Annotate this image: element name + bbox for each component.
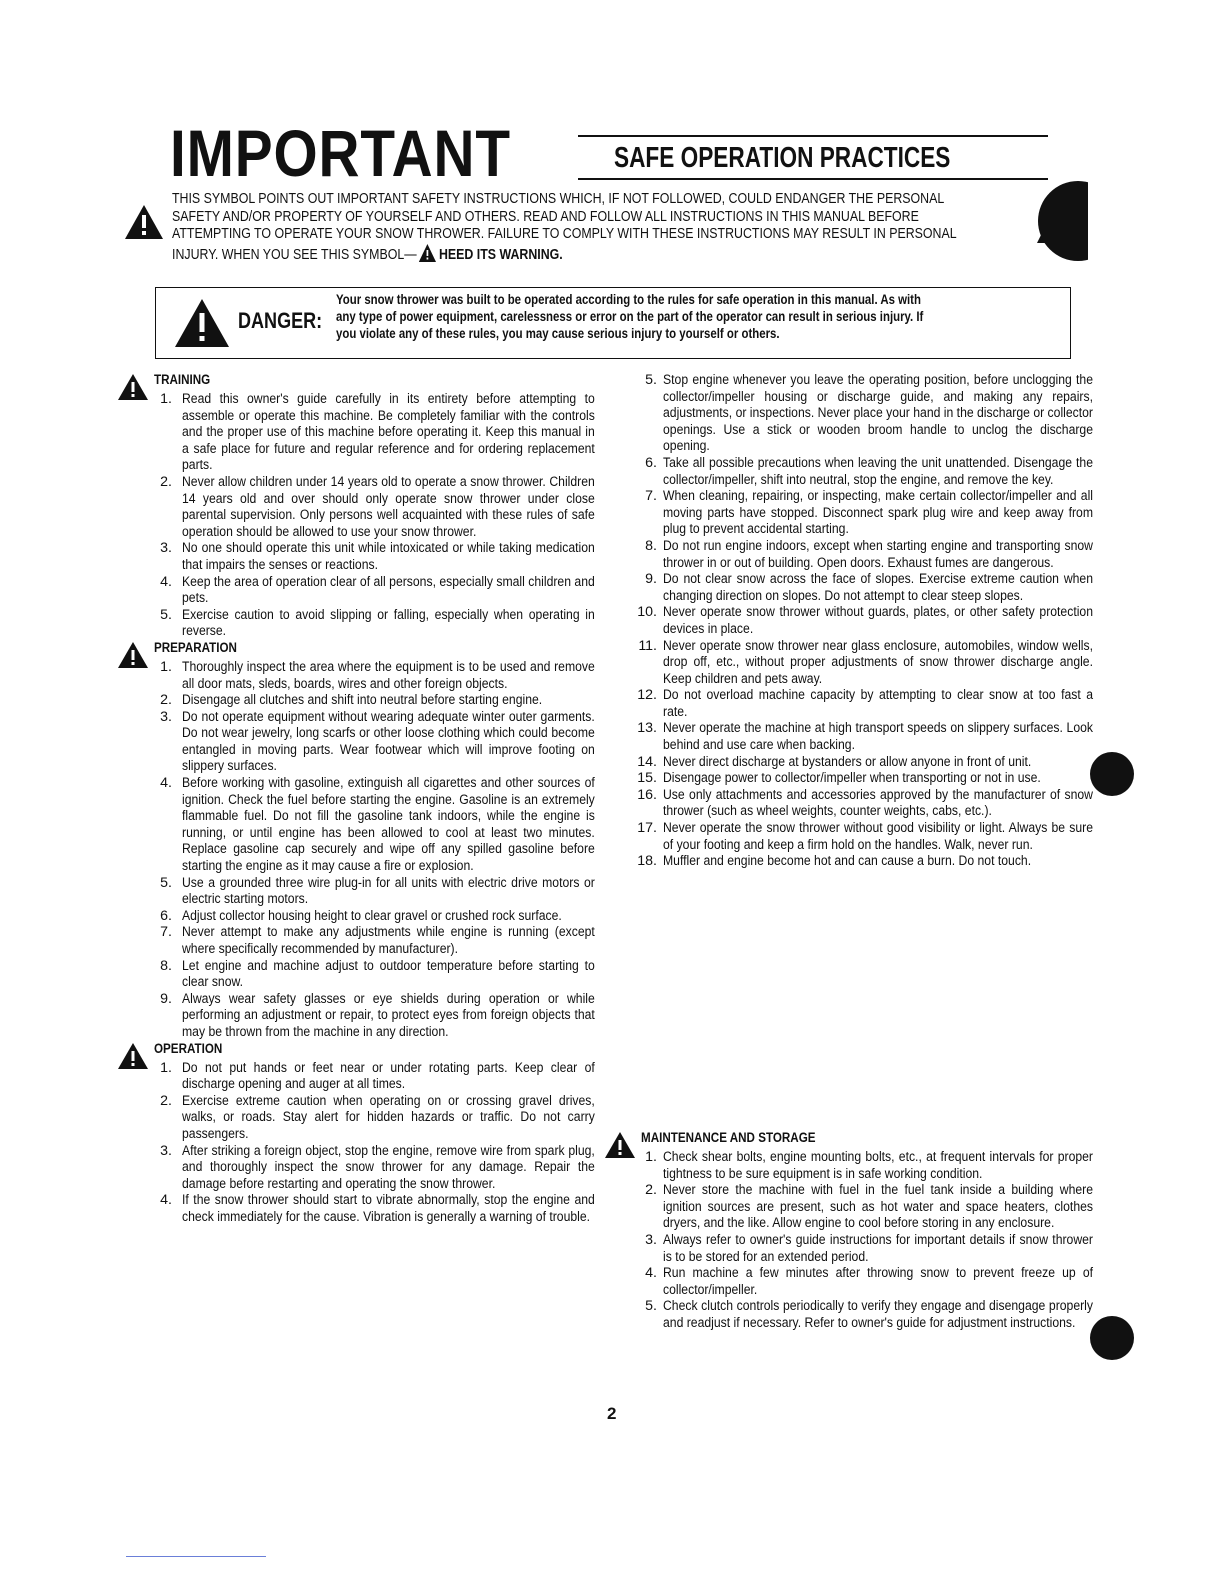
preparation-list [118,658,595,1041]
item-number: 14. [637,753,657,770]
item-text: If the snow thrower should start to vibrate abnormally, stop the engine and check immediately for the cause. Vibration is generally a warning of trouble. [182,1192,595,1225]
operation-list [118,1059,595,1226]
binder-hole-icon [1090,1316,1134,1360]
item-text: Do not put hands or feet near or under rotating parts. Keep clear of discharge opening and auger at all times. [182,1059,595,1093]
item-text: Always refer to owner's guide instructions for important details if snow thrower is to be stored for an extended period. [663,1231,1093,1265]
intro-line: THIS SYMBOL POINTS OUT IMPORTANT SAFETY INSTRUCTIONS WHICH, IF NOT FOLLOWED, COULD ENDANGER THE PERSONAL [172,191,945,207]
section-maintenance [605,1130,1093,1332]
section-header [118,640,588,659]
list-item [605,488,1093,538]
training-list [118,391,595,640]
item-number: 7. [160,924,172,941]
list-item [605,454,1093,488]
item-number: 17. [637,820,657,837]
item-number: 2. [160,1092,172,1109]
item-text: Disengage all clutches and shift into neutral before starting engine. [182,692,543,709]
item-number: 1. [160,1059,172,1076]
list-item [605,372,1093,455]
danger-box [155,287,1071,359]
item-number: 12. [637,687,657,704]
item-text: Use only attachments and accessories approved by the manufacturer of snow thrower (such as wheel weights, counter weights, cabs, etc.). [663,786,1093,820]
item-text: Do not overload machine capacity by attempting to clear snow at too fast a rate. [663,687,1093,720]
item-text: Use a grounded three wire plug-in for all units with electric drive motors or electric starting motors. [182,874,595,908]
item-number: 5. [160,606,172,623]
item-number: 5. [160,874,172,891]
list-item [605,537,1093,571]
item-number: 1. [160,391,172,407]
item-text: Thoroughly inspect the area where the equipment is to be used and remove all door mats, sleds, boards, wires and other foreign objects. [182,658,595,692]
item-number: 2. [160,473,172,490]
item-text: Keep the area of operation clear of all persons, especially small children and pets. [182,573,595,607]
subtitle-rule-bottom [578,178,1048,180]
title-row [170,118,1050,194]
item-number: 10. [637,604,657,621]
list-item [118,692,588,709]
item-number: 1. [160,658,172,675]
list-item [605,720,1093,754]
item-text: When cleaning, repairing, or inspecting, make certain collector/impeller and all moving parts have stopped. Disconnect spark plug wire and keep away from plug to prevent accidental starting. [663,488,1093,538]
item-text: Exercise extreme caution when operating on or crossing gravel drives, walks, or roads. Stay alert for hidden hazards or traffic. Do not carry passengers. [182,1092,595,1142]
list-item [605,1182,1093,1232]
list-item [118,1092,595,1143]
page-number: 2 [607,1404,617,1423]
list-item [605,820,1093,853]
item-text: Disengage power to collector/impeller when transporting or not in use. [663,770,1041,787]
danger-line: Your snow thrower was built to be operated according to the rules for safe operation in this manual. As with [336,292,921,307]
page-title: IMPORTANT [170,116,511,190]
section-header [605,1130,1075,1149]
section-header [118,1041,588,1060]
list-item [118,908,588,925]
right-column [605,372,1093,870]
item-number: 11. [638,637,657,654]
item-number: 4. [160,1192,172,1209]
section-header [118,372,588,391]
intro-last-line [172,244,950,265]
item-number: 4. [645,1265,657,1282]
item-number: 4. [160,573,172,590]
item-text: Never operate snow thrower near glass enclosure, automobiles, window wells, drop off, etc., without proper adjustments of snow thrower discharge angle. Keep children and pets away. [663,637,1093,687]
item-number: 6. [645,454,657,471]
item-text: Let engine and machine adjust to outdoor temperature before starting to clear snow. [182,957,595,991]
warning-triangle-icon [419,244,436,262]
section-title: OPERATION [154,1040,223,1057]
section-title: PREPARATION [154,639,237,656]
item-text: Do not run engine indoors, except when starting engine and transporting snow thrower in or out of building. Open doors. Exhaust fumes are dangerous. [663,537,1093,571]
danger-line: you violate any of these rules, you may cause serious injury to yourself or others. [336,326,780,341]
item-number: 3. [160,708,172,725]
list-item [605,637,1093,688]
item-text: Never store the machine with fuel in the fuel tank inside a building where ignition sources are present, such as hot water and space heaters, clothes dryers, and the like. Allow engine to cool before storing in any enclosure. [663,1182,1093,1232]
list-item [118,775,595,875]
warning-triangle-icon [174,298,230,348]
list-item [118,957,595,991]
list-item [605,1298,1093,1331]
list-item [118,391,595,474]
list-item [118,924,595,957]
item-number: 5. [645,372,657,388]
item-number: 6. [160,907,172,924]
item-text: Check clutch controls periodically to verify they engage and disengage properly and readjust if necessary. Refer to owner's guide for adjustment instructions. [663,1298,1093,1331]
item-text: Read this owner's guide carefully in its entirety before attempting to assemble or operate this machine. Be completely familiar with the controls and the proper use of this machine before operating it. Keep this manual in a safe place for future and regular reference and for ordering replacement parts. [182,391,595,474]
list-item [605,687,1093,720]
item-number: 3. [160,1142,172,1159]
item-number: 8. [645,537,657,554]
section-title: MAINTENANCE AND STORAGE [641,1130,816,1146]
item-number: 1. [645,1149,657,1165]
item-text: Exercise caution to avoid slipping or falling, especially when operating in reverse. [182,606,595,640]
item-number: 8. [160,957,172,974]
item-text: Check shear bolts, engine mounting bolts, etc., at frequent intervals for proper tightness to be sure equipment is in safe working condition. [663,1149,1093,1182]
item-text: Never allow children under 14 years old to operate a snow thrower. Children 14 years old and over should only operate snow thrower under close parental supervision. Only persons well acquainted with these rules of safe operation should be allowed to use your snow thrower. [182,473,595,540]
item-number: 13. [637,720,657,737]
subtitle-rule-top [578,135,1048,137]
section-operation-continued [605,372,1093,870]
danger-text [336,291,1216,342]
item-number: 2. [160,692,172,709]
list-item [118,540,595,573]
list-item [605,1265,1093,1298]
item-number: 3. [160,540,172,557]
list-item [118,1192,595,1225]
item-text: Adjust collector housing height to clear gravel or crushed rock surface. [182,907,562,924]
item-text: Never attempt to make any adjustments while engine is running (except where specifically recommended by manufacturer). [182,924,595,957]
item-text: Muffler and engine become hot and can cause a burn. Do not touch. [663,853,1032,870]
item-text: Never operate the machine at high transport speeds on slippery surfaces. Look behind and use care when backing. [663,720,1093,754]
intro-line: ATTEMPTING TO OPERATE YOUR SNOW THROWER. FAILURE TO COMPLY WITH THESE INSTRUCTIONS MAY RESULT IN PERSONAL [172,226,957,242]
maintenance-list [605,1149,1093,1332]
list-item [605,770,1075,787]
item-text: Never operate snow thrower without guards, plates, or other safety protection devices in place. [663,604,1093,637]
item-text: Stop engine whenever you leave the operating position, before unclogging the collector/impeller housing or discharge guide, and making any repairs, adjustments, or inspections. Never place your hand in the discharge or collector openings. Use a stick or wooden broom handle to unclog the discharge opening. [663,372,1093,455]
section-title: TRAINING [154,372,211,388]
item-text: Never direct discharge at bystanders or allow anyone in front of unit. [663,753,1032,770]
item-text: Take all possible precautions when leaving the unit unattended. Disengage the collector/impeller, shift into neutral, stop the engine, and remove the key. [663,454,1093,488]
section-operation [118,1040,595,1226]
item-number: 18. [637,853,657,870]
list-item [605,571,1093,604]
danger-line: any type of power equipment, carelessness or error on the part of the operator can result in serious injury. If [336,309,924,324]
item-text: After striking a foreign object, stop the engine, remove wire from spark plug, and thoroughly inspect the snow thrower for any damage. Repair the damage before restarting and operating the snow thrower. [182,1142,595,1192]
item-number: 3. [645,1231,657,1248]
item-text: Do not clear snow across the face of slopes. Exercise extreme caution when changing direction on slopes. Do not attempt to clear steep slopes. [663,571,1093,604]
list-item [605,786,1093,820]
list-item [118,1142,595,1193]
list-item [118,874,595,908]
list-item [118,990,595,1041]
item-number: 5. [645,1298,657,1315]
list-item [118,708,595,775]
list-item [118,658,595,692]
list-item [605,1231,1093,1265]
intro-heed-warning: HEED ITS WARNING. [438,246,563,263]
list-item [605,1149,1093,1182]
section-training [118,372,595,640]
item-number: 2. [645,1182,657,1199]
intro-line: SAFETY AND/OR PROPERTY OF YOURSELF AND OTHERS. READ AND FOLLOW ALL INSTRUCTIONS IN THIS MANUAL BEFORE [172,208,919,225]
item-number: 9. [160,990,172,1007]
warning-triangle-icon [124,204,164,240]
operation-continued-list [605,372,1093,870]
item-number: 16. [637,786,657,803]
item-number: 9. [645,571,657,588]
item-number: 7. [645,488,657,505]
list-item [605,754,1075,771]
list-item [118,1059,595,1093]
item-text: Run machine a few minutes after throwing snow to prevent freeze up of collector/impeller. [663,1265,1093,1298]
list-item [118,606,595,640]
list-item [605,604,1093,637]
item-number: 15. [637,770,657,787]
left-column [118,372,595,1226]
intro-text [172,191,1077,264]
item-text: Do not operate equipment without wearing adequate winter outer garments. Do not wear jewelry, long scarfs or other loose clothing which could become entangled in moving parts. Wear footwear which will improve footing on slippery surfaces. [182,708,595,775]
list-item [118,573,595,607]
list-item [605,853,1075,870]
section-preparation [118,639,595,1041]
item-text: Always wear safety glasses or eye shields during operation or while performing an adjustment or repair, to protect eyes from foreign objects that may be thrown from the machine in any direction. [182,990,595,1040]
binder-hole-icon [1090,752,1134,796]
scan-artifact-line [126,1556,266,1557]
danger-label: DANGER: [238,308,323,333]
item-number: 4. [160,775,172,792]
right-column-bottom [605,1130,1093,1332]
page-subtitle: SAFE OPERATION PRACTICES [614,142,951,174]
list-item [118,473,595,540]
item-text: Never operate the snow thrower without good visibility or light. Always be sure of your footing and keep a firm hold on the handles. Walk, never run. [663,820,1093,853]
item-text: Before working with gasoline, extinguish all cigarettes and other sources of ignition. Check the fuel before starting the engine. Gasoline is an extremely flammable fuel. Do not fill the gasoline tank indoors, while the engine is running, or until engine has been allowed to cool at least two minutes. Replace gasoline cap securely and wipe off any spilled gasoline before starting the engine as it may cause a fire or explosion. [182,775,595,875]
item-text: No one should operate this unit while intoxicated or while taking medication that impairs the senses or reactions. [182,540,595,573]
intro-line-prefix: INJURY. WHEN YOU SEE THIS SYMBOL— [172,246,417,263]
